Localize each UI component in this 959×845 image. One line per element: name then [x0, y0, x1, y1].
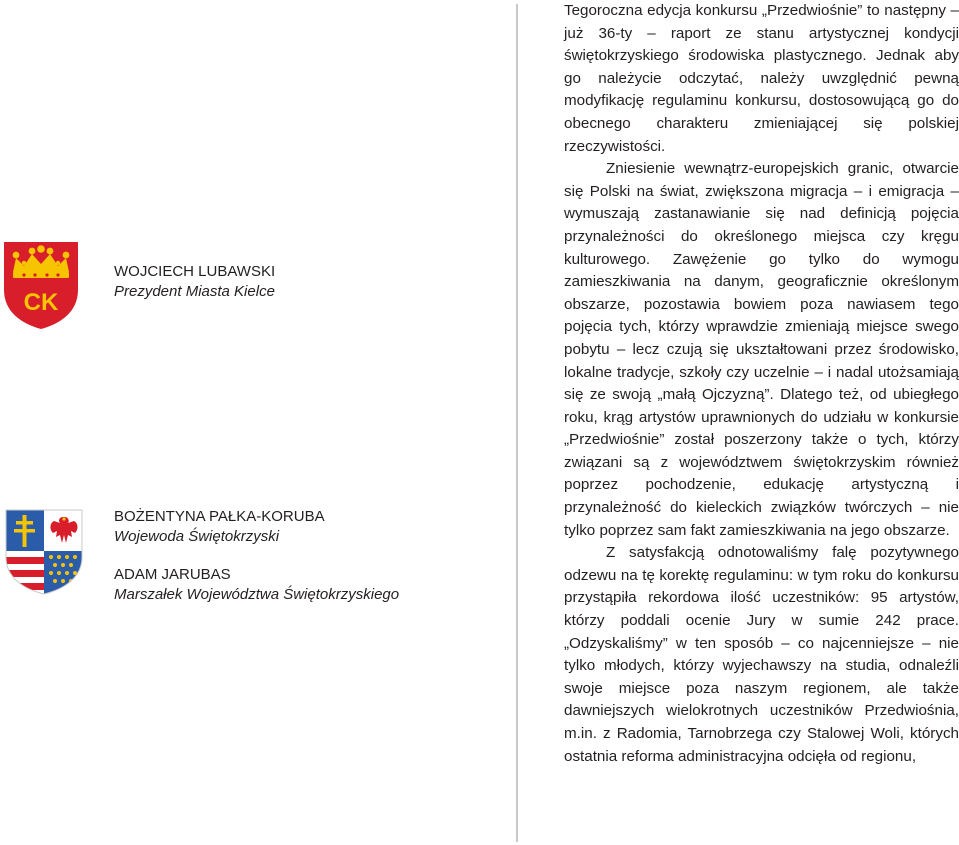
- article-body: [564, 0, 959, 845]
- signatory-name: BOŻENTYNA PAŁKA-KORUBA: [114, 508, 325, 525]
- article-paragraph: Tegoroczna edycja konkursu „Przedwiośnie” to następny – już 36-ty – raport ze stanu artystycznej kondycji świętokrzyskiego środowiska plastycznego. Jednak aby go należycie odczytać, należy uwzględnić pewną modyfikację regulaminu konkursu, dostosowującą go do obecnego charakteru zmieniającej się polskiej rzeczywistości.: [564, 2, 959, 155]
- article-paragraph: Z satysfakcją odnotowaliśmy falę pozytywnego odzewu na tę korektę regulaminu: w tym roku do konkursu przystąpiła rekordowa ilość uczestników: 95 artystów, którzy poddali ocenie Jury w sumie 242 prace. „Odzyskaliśmy” w ten sposób – co najcenniejsze – nie tylko młodych, którzy wyjechawszy na studia, odnaleźli swoje miejsce poza naszym regionem, ale także dawniejszych wielokrotnych uczestników Przedwiośnia, m.in. z Radomia, Tarnobrzega czy Stalowej Woli, których ostatnia reforma administracyjna odcięła od regionu,: [564, 544, 959, 765]
- signatory-role: Prezydent Miasta Kielce: [114, 283, 275, 300]
- article-paragraph: Zniesienie wewnątrz-europejskich granic, otwarcie się Polski na świat, zwiększona migracja – i emigracja – wymuszają zastanawianie się nad definicją pojęcia przynależności do określonego miejsca czy kręgu kulturowego. Zawężenie go tylko do wymogu zamieszkiwania na danym, geograficznie określonym obszarze, pozostawia bowiem poza nawiasem tego pojęcia tych, którzy wprawdzie zmieniają miejsce swego pobytu – lecz czują się ukształtowani przez środowisko, lokalne tradycje, szkoły czy uczelnie – i nadal utożsamiają się ze swoją „małą Ojczyzną”. Dlatego też, od ubiegłego roku, krąg artystów uprawnionych do udziału w konkursie „Przedwiośnie” został poszerzony także o tych, którzy związani są z województwem świętokrzyskim również poprzez pochodzenie, edukację artystyczną i przynależność do kieleckich związków twórczych – nie tylko poprzez sam fakt zamieszkiwania na jego obszarze.: [564, 160, 959, 539]
- signatory-name: ADAM JARUBAS: [114, 566, 231, 583]
- signatory-mayor: [114, 262, 275, 302]
- signatory-name: WOJCIECH LUBAWSKI: [114, 263, 276, 280]
- signatory-marshal: [114, 565, 399, 605]
- swietokrzyskie-crest-icon: [5, 509, 83, 595]
- kielce-crest-icon: [2, 240, 80, 330]
- signatory-role: Wojewoda Świętokrzyski: [114, 528, 280, 545]
- signatory-role: Marszałek Województwa Świętokrzyskiego: [114, 586, 400, 603]
- column-divider: [516, 4, 518, 842]
- kielce-crest-letters: CK: [23, 289, 59, 316]
- signatory-voivode: [114, 507, 325, 547]
